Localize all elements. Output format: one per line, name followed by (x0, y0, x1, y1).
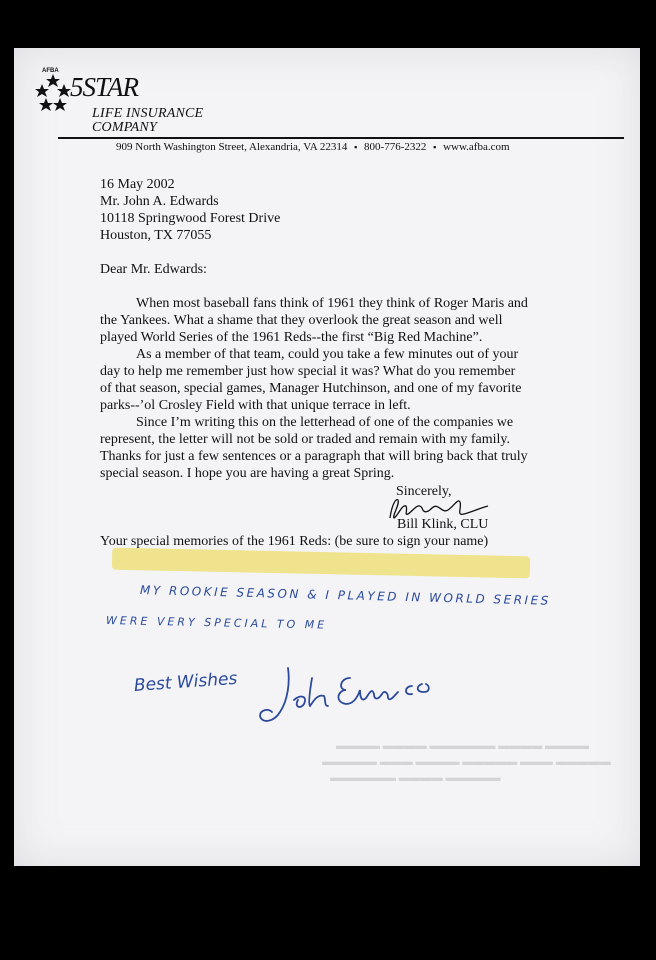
body-line: When most baseball fans think of 1961 they think of Roger Maris and (136, 296, 528, 311)
handwritten-closing: Best Wishes (133, 668, 238, 696)
body-line: the Yankees. What a shame that they overlook the great season and well (100, 313, 503, 328)
body-line: Since I’m writing this on the letterhead of one of the companies we (136, 415, 514, 430)
recipient-street: 10118 Springwood Forest Drive (100, 211, 281, 226)
player-signature-icon (254, 660, 444, 730)
phone-number: 800-776-2322 (364, 141, 427, 153)
closing: Sincerely, (396, 484, 452, 499)
body-line: of that season, special games, Manager Hutchinson, and one of my favorite (100, 381, 522, 396)
memories-prompt: Your special memories of the 1961 Reds: (be sure to sign your name) (100, 534, 489, 549)
letterhead-contact (116, 141, 510, 153)
letterhead-rule (58, 137, 624, 139)
body-line: parks--’ol Crosley Field with that unique terrace in left. (100, 398, 411, 413)
afba-mark: AFBA (42, 68, 59, 74)
separator-icon: ▪ (433, 142, 437, 152)
bleed-through-shadow: ▬▬▬▬ ▬▬▬▬ ▬▬▬▬▬▬ ▬▬▬▬ ▬▬▬▬ (336, 740, 589, 752)
brand-line-2: COMPANY (92, 120, 157, 135)
body-line: special season. I hope you are having a great Spring. (100, 466, 395, 481)
letter-date: 16 May 2002 (100, 177, 175, 192)
recipient-city: Houston, TX 77055 (100, 228, 212, 243)
body-line: represent, the letter will not be sold or traded and remain with my family. (100, 432, 511, 447)
recipient-name: Mr. John A. Edwards (100, 194, 219, 209)
body-line: day to help me remember just how special it was? What do you remember (100, 364, 516, 379)
bleed-through-shadow: ▬▬▬▬▬ ▬▬▬▬ ▬▬▬▬▬▬ (330, 772, 501, 784)
stars-emblem-icon (34, 68, 72, 112)
website: www.afba.com (443, 141, 510, 153)
body-line: Thanks for just a few sentences or a paragraph that will bring back that truly (100, 449, 528, 464)
salutation: Dear Mr. Edwards: (100, 262, 207, 277)
handwritten-line-1: MY ROOKIE SEASON & I PLAYED IN WORLD SERIES (139, 583, 551, 608)
bleed-through-shadow: ▬▬▬▬▬ ▬▬▬ ▬▬▬▬▬ ▬▬▬▬ ▬▬▬ ▬▬▬▬▬ (322, 756, 611, 768)
separator-icon: ▪ (354, 142, 358, 152)
sender-name: Bill Klink, CLU (397, 517, 489, 532)
brand-name: 5STAR (70, 72, 138, 102)
street-address: 909 North Washington Street, Alexandria, VA 22314 (116, 141, 348, 153)
brand-line-1: LIFE INSURANCE (92, 106, 204, 121)
body-line: As a member of that team, could you take a few minutes out of your (136, 347, 519, 362)
handwritten-line-2: WERE VERY SPECIAL TO ME (105, 614, 328, 632)
body-line: played World Series of the 1961 Reds--the first “Big Red Machine”. (100, 330, 483, 345)
